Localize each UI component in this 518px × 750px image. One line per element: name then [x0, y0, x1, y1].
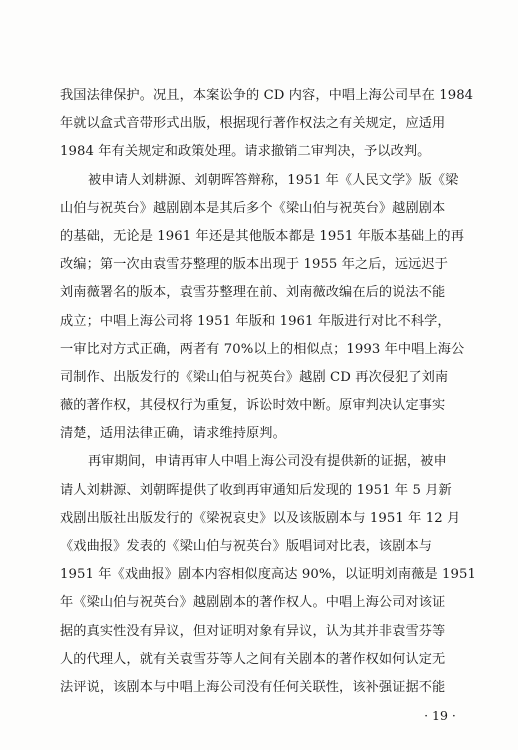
text-line: 的基础，无论是 1961 年还是其他版本都是 1951 年版本基础上的再 — [60, 228, 464, 244]
body-text — [60, 82, 477, 702]
page-number: · 19 · — [424, 708, 456, 723]
text-line: 年就以盒式音带形式出版，根据现行著作权法之有关规定，应适用 — [60, 116, 446, 132]
text-line: 被申请人刘耕源、刘朝晖答辩称，1951 年《人民文学》版《梁 — [88, 172, 459, 188]
text-line: 成立；中唱上海公司将 1951 年版和 1961 年版进行对比不科学， — [60, 313, 451, 329]
text-line: 《戏曲报》发表的《梁山伯与祝英台》版唱词对比表，该剧本与 — [60, 539, 433, 554]
text-line: 年《梁山伯与祝英台》越剧剧本的著作权人。中唱上海公司对该证 — [60, 595, 446, 611]
text-line: 1984 年有关规定和政策处理。请求撤销二审判决，予以改判。 — [60, 144, 431, 160]
text-line: 刘南薇署名的版本，袁雪芬整理在前、刘南薇改编在后的说法不能 — [60, 285, 446, 301]
text-line: 薇的著作权，其侵权行为重复，诉讼时效中断。原审判决认定事实 — [60, 398, 446, 414]
text-line: 一审比对方式正确，两者有 70%以上的相似点；1993 年中唱上海公 — [60, 341, 465, 357]
text-line: 法评说，该剧本与中唱上海公司没有任何关联性，该补强证据不能 — [60, 679, 446, 695]
text-line: 戏剧出版社出版发行的《梁祝哀史》以及该版剧本与 1951 年 12 月 — [60, 510, 461, 526]
text-line: 1951 年《戏曲报》剧本内容相似度高达 90%，以证明刘南薇是 1951 — [60, 567, 477, 583]
text-line: 据的真实性没有异议，但对证明对象有异议，认为其并非袁雪芬等 — [60, 623, 446, 639]
text-line: 司制作、出版发行的《梁山伯与祝英台》越剧 CD 再次侵犯了刘南 — [60, 369, 449, 385]
text-line: 人的代理人，就有关袁雪芬等人之间有关剧本的著作权如何认定无 — [60, 651, 446, 667]
text-line: 改编；第一次由袁雪芬整理的版本出现于 1955 年之后，远远迟于 — [60, 257, 449, 273]
text-line: 我国法律保护。况且，本案讼争的 CD 内容，中唱上海公司早在 1984 — [60, 88, 474, 103]
text-line: 清楚，适用法律正确，请求维持原判。 — [60, 426, 286, 442]
text-line: 再审期间，申请再审人中唱上海公司没有提供新的证据，被申 — [88, 454, 447, 470]
text-line: 请人刘耕源、刘朝晖提供了收到再审通知后发现的 1951 年 5 月新 — [60, 482, 452, 498]
text-line: 山伯与祝英台》越剧剧本是其后多个《梁山伯与祝英台》越剧剧本 — [60, 200, 446, 216]
